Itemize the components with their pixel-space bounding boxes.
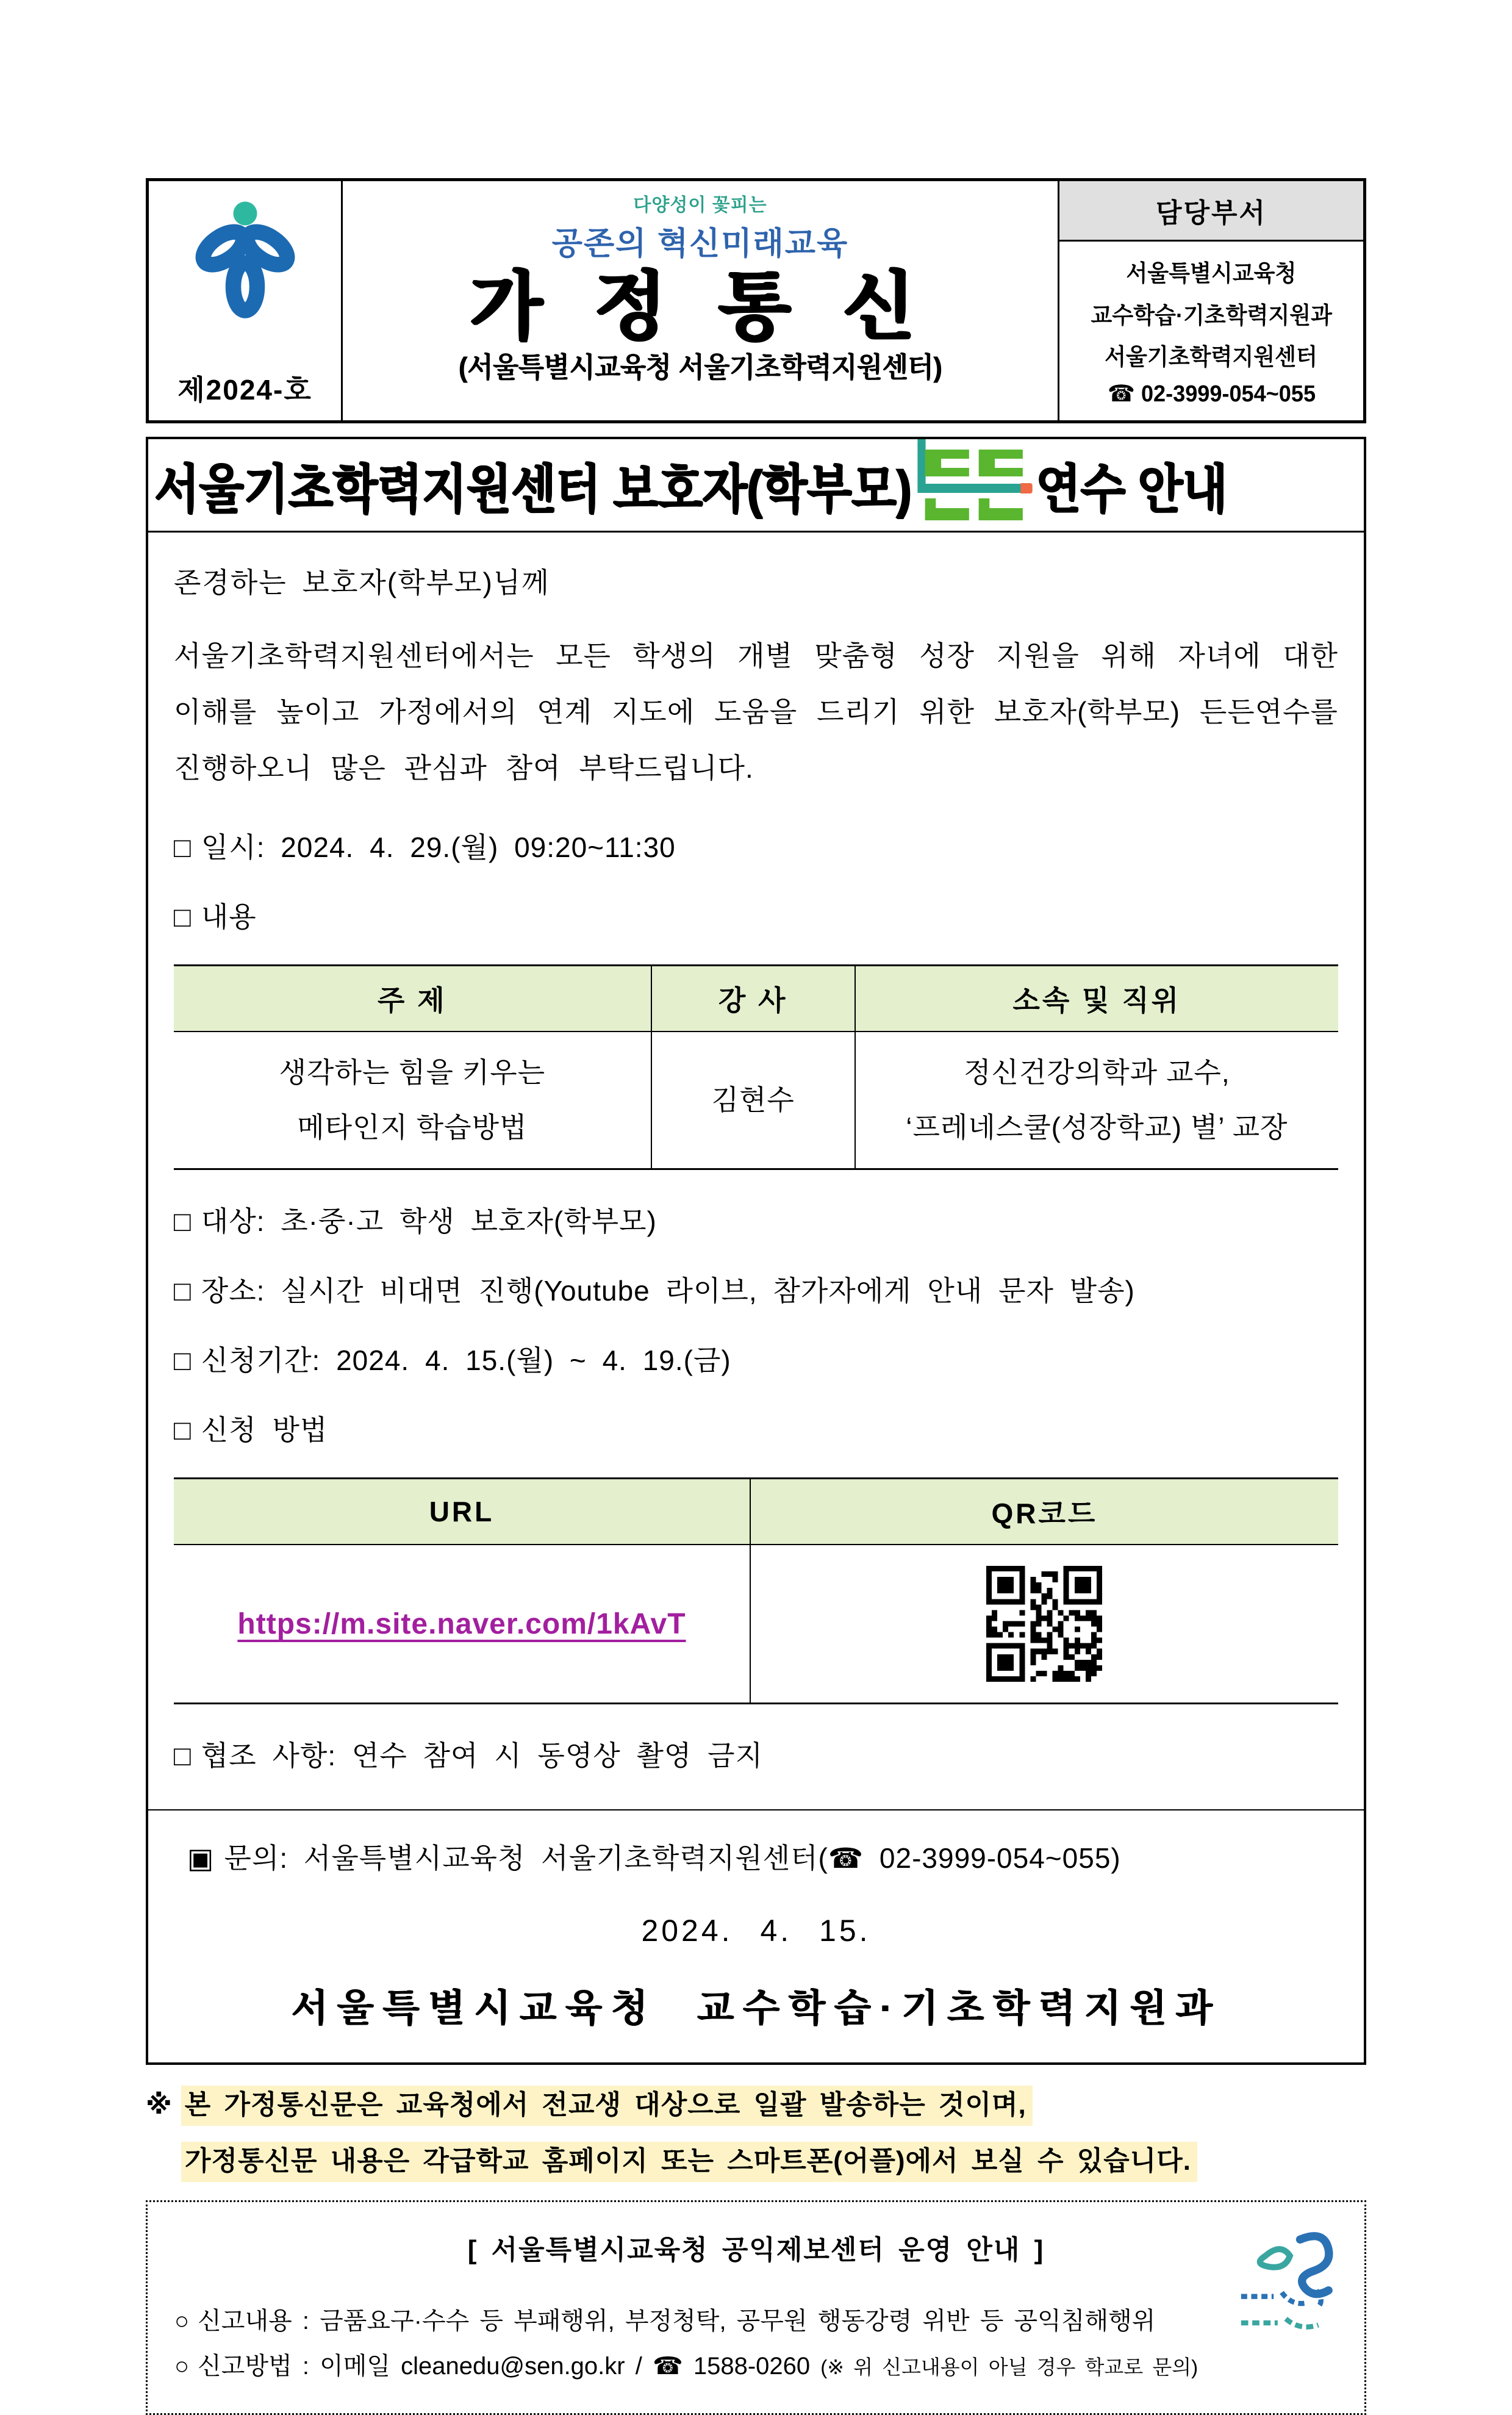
qr-cell [750, 1545, 1338, 1704]
bullet-contents [174, 895, 1338, 935]
slogan-line2: 공존의 혁신미래교육 [551, 226, 849, 262]
report-item-note: (※ 위 신고내용이 아닐 경우 학교로 문의) [820, 2356, 1198, 2379]
notice-box [146, 437, 1366, 2065]
bullet-square-icon: □ [174, 1344, 192, 1377]
topic-cell: 생각하는 힘을 키우는 메타인지 학습방법 [279, 1057, 546, 1143]
issue-number: 제2024-호 [177, 374, 312, 406]
bullet-text: 일시: 2024. 4. 29.(월) 09:20~11:30 [201, 831, 676, 863]
bullet-square-icon: □ [174, 831, 192, 863]
column-header-url: URL [174, 1479, 750, 1545]
url-cell [174, 1545, 750, 1704]
contact-text: 문의: 서울특별시교육청 서울기초학력지원센터(☎ 02-3999-054~055) [224, 1842, 1121, 1875]
newsletter-title: 가 정 통 신 [470, 265, 931, 348]
seoul-education-calligraphy-logo [1234, 2231, 1347, 2353]
bullet-place [174, 1269, 1338, 1309]
bullet-text: 신청 방법 [201, 1414, 328, 1446]
notice-title-row [148, 439, 1364, 533]
report-item-content [174, 2298, 1338, 2344]
bullet-text: 대상: 초·중·고 학생 보호자(학부모) [201, 1205, 657, 1238]
bullet-square-icon: □ [174, 1275, 192, 1307]
department-cell [1059, 181, 1363, 420]
bullet-cooperation [174, 1734, 1338, 1774]
bullet-apply-method [174, 1408, 1338, 1448]
footnote-line2 [181, 2142, 1366, 2182]
newsletter-subtitle: (서울특별시교육청 서울기초학력지원센터) [458, 351, 942, 384]
footnote-text-highlighted: 가정통신문 내용은 각급학교 홈페이지 또는 스마트폰(어플)에서 보실 수 있습니다. [181, 2142, 1197, 2182]
qr-code [986, 1566, 1102, 1682]
apply-table-header-row [174, 1479, 1338, 1545]
department-body [1059, 242, 1363, 420]
bullet-text: 장소: 실시간 비대면 진행(Youtube 라이브, 참가자에게 안내 문자 발송) [201, 1275, 1135, 1307]
report-item-text: 신고내용 : 금품요구·수수 등 부패행위, 부정청탁, 공무원 행동강령 위반 등 공익침해행위 [198, 2308, 1156, 2335]
program-table-header-row [174, 966, 1338, 1032]
ddeundeun-logo [917, 448, 1031, 520]
report-item-text: 신고방법 : 이메일 cleanedu@sen.go.kr / ☎ 1588-0260 (※ 위 신고내용이 아닐 경우 학교로 문의) [198, 2353, 1198, 2380]
circle-bullet-icon: ○ [174, 2308, 190, 2335]
apply-table-row [174, 1545, 1338, 1704]
notice-title-right: 연수 안내 [1036, 460, 1227, 519]
masthead-center-cell [343, 181, 1059, 420]
report-box-title: [ 서울특별시교육청 공익제보센터 운영 안내 ] [467, 2235, 1045, 2266]
department-phone: ☎ 02-3999-054~055 [1107, 381, 1316, 407]
department-line: 서울특별시교육청 [1126, 261, 1297, 287]
department-line: 서울기초학력지원센터 [1105, 345, 1318, 371]
bullet-square-icon: □ [174, 901, 192, 933]
column-header-affiliation: 소속 및 직위 [855, 966, 1338, 1032]
slogan-line1: 다양성이 꽃피는 [633, 195, 767, 215]
lecturer-cell: 김현수 [651, 1032, 855, 1169]
bullet-square-icon: □ [174, 1205, 192, 1238]
public-report-box [146, 2200, 1366, 2415]
column-header-qr: QR코드 [750, 1479, 1338, 1545]
department-line: 교수학습·기초학력지원과 [1091, 303, 1332, 329]
bullet-target [174, 1199, 1338, 1240]
notice-footer [148, 1809, 1364, 2062]
affiliation-cell: 정신건강의학과 교수, ‘프레네스쿨(성장학교) 별’ 교장 [855, 1032, 1338, 1169]
column-header-topic: 주 제 [174, 966, 651, 1032]
bullet-text: 내용 [201, 901, 257, 933]
greeting-line: 존경하는 보호자(학부모)님께 [174, 567, 550, 598]
bullet-filled-square-icon: ▣ [187, 1842, 215, 1875]
bullet-datetime [174, 825, 1338, 866]
footnote-text-highlighted: 본 가정통신문은 교육청에서 전교생 대상으로 일괄 발송하는 것이며, [181, 2086, 1033, 2126]
column-header-lecturer: 강 사 [651, 966, 855, 1032]
bullet-apply-period [174, 1338, 1338, 1379]
bullet-square-icon: □ [174, 1740, 192, 1772]
masthead-left-cell [149, 181, 343, 420]
notice-title-left: 서울기초학력지원센터 보호자(학부모) [154, 460, 912, 519]
program-table [174, 964, 1338, 1170]
eraser-icon [1021, 483, 1033, 493]
pencil-icon [918, 439, 926, 485]
masthead-header [146, 178, 1366, 423]
bullet-square-icon: □ [174, 1414, 192, 1446]
bullet-text: 협조 사항: 연수 참여 시 동영상 촬영 금지 [201, 1740, 764, 1772]
contact-line [174, 1836, 1338, 1876]
intro-paragraph: 서울기초학력지원센터에서는 모든 학생의 개별 맞춤형 성장 지원을 위해 자녀에 대한 이해를 높이고 가정에서의 연계 지도에 도움을 드리기 위한 보호자(학부모) 든든연수를 진행하오니 많은 관심과 참여 부탁드립니다. [174, 640, 1338, 784]
apply-url-link[interactable]: https://m.site.naver.com/1kAvT [237, 1607, 686, 1640]
apply-table [174, 1477, 1338, 1704]
newsletter-page [146, 0, 1366, 2415]
footnotes [146, 2086, 1366, 2182]
issue-date: 2024. 4. 15. [641, 1914, 871, 1948]
footnote-line1 [146, 2086, 1366, 2126]
circle-bullet-icon: ○ [174, 2353, 190, 2380]
bullet-text: 신청기간: 2024. 4. 15.(월) ~ 4. 19.(금) [201, 1344, 731, 1377]
reference-mark: ※ [146, 2090, 173, 2120]
seoul-education-logo [190, 198, 300, 320]
notice-content [148, 533, 1364, 1809]
program-table-row [174, 1032, 1338, 1169]
report-item-method [174, 2344, 1338, 2389]
issuing-organization: 서울특별시교육청 교수학습·기초학력지원과 [291, 1987, 1221, 2030]
department-header: 담당부서 [1059, 181, 1363, 242]
